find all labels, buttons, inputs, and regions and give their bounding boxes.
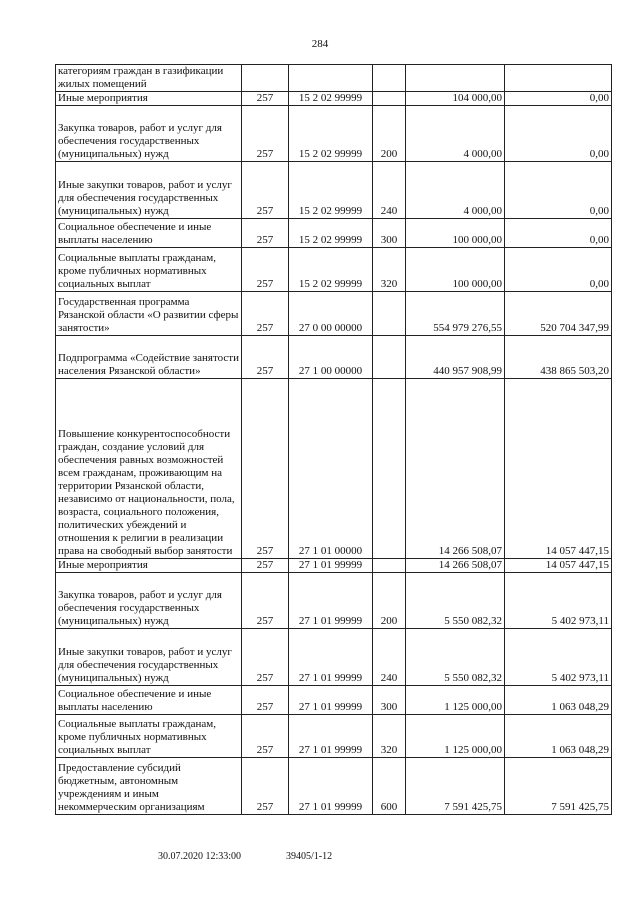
row-sum-2: 0,00 (505, 248, 612, 292)
row-sum-2: 5 402 973,11 (505, 629, 612, 686)
table-row (56, 292, 612, 336)
table-row (56, 379, 612, 559)
table-row (56, 162, 612, 219)
row-vr (373, 92, 406, 106)
row-ved: 257 (242, 219, 289, 248)
row-csr: 15 2 02 99999 (289, 106, 373, 162)
table-row (56, 219, 612, 248)
row-name: Социальное обеспечение и иные выплаты населению (56, 219, 242, 248)
table-row (56, 336, 612, 379)
row-name: Государственная программа Рязанской области «О развитии сферы занятости» (56, 292, 242, 336)
row-csr: 27 1 01 00000 (289, 379, 373, 559)
row-sum-2: 7 591 425,75 (505, 758, 612, 815)
row-vr: 200 (373, 106, 406, 162)
row-vr: 240 (373, 162, 406, 219)
row-csr: 27 1 01 99999 (289, 629, 373, 686)
row-vr: 240 (373, 629, 406, 686)
row-ved: 257 (242, 573, 289, 629)
row-name: Социальные выплаты гражданам, кроме публичных нормативных социальных выплат (56, 715, 242, 758)
row-vr: 200 (373, 573, 406, 629)
table-row (56, 573, 612, 629)
row-csr: 27 1 01 99999 (289, 559, 373, 573)
row-sum-2: 0,00 (505, 162, 612, 219)
row-ved: 257 (242, 162, 289, 219)
row-name: Повышение конкурентоспособности граждан, создание условий для обеспечения равных возможностей всем гражданам, проживающим на территории Рязанской области, независимо от национальности, пола, возраста, социального положения, политических убеждений и отношения к религии в реализации права на свободный выбор занятости (56, 379, 242, 559)
row-vr: 600 (373, 758, 406, 815)
row-ved: 257 (242, 92, 289, 106)
row-vr (373, 292, 406, 336)
row-name: категориям граждан в газификации жилых помещений (56, 65, 242, 92)
row-sum-2: 14 057 447,15 (505, 559, 612, 573)
row-csr: 27 0 00 00000 (289, 292, 373, 336)
row-sum-1: 1 125 000,00 (406, 686, 505, 715)
row-name: Социальное обеспечение и иные выплаты населению (56, 686, 242, 715)
row-ved: 257 (242, 292, 289, 336)
row-ved (242, 65, 289, 92)
row-vr: 300 (373, 219, 406, 248)
table-row (56, 758, 612, 815)
row-vr: 320 (373, 715, 406, 758)
row-vr (373, 336, 406, 379)
row-ved: 257 (242, 715, 289, 758)
table-row (56, 629, 612, 686)
row-name: Закупка товаров, работ и услуг для обеспечения государственных (муниципальных) нужд (56, 573, 242, 629)
row-sum-1 (406, 65, 505, 92)
row-name: Иные мероприятия (56, 92, 242, 106)
row-sum-1: 14 266 508,07 (406, 559, 505, 573)
row-sum-2: 0,00 (505, 92, 612, 106)
row-ved: 257 (242, 336, 289, 379)
row-name: Иные закупки товаров, работ и услуг для обеспечения государственных (муниципальных) нужд (56, 162, 242, 219)
row-csr: 27 1 01 99999 (289, 715, 373, 758)
table-row (56, 92, 612, 106)
row-name: Предоставление субсидий бюджетным, автономным учреждениям и иным некоммерческим организациям (56, 758, 242, 815)
row-csr: 27 1 01 99999 (289, 758, 373, 815)
row-vr: 320 (373, 248, 406, 292)
row-vr (373, 559, 406, 573)
row-csr: 15 2 02 99999 (289, 162, 373, 219)
row-ved: 257 (242, 758, 289, 815)
budget-table (55, 64, 612, 815)
row-sum-1: 100 000,00 (406, 248, 505, 292)
row-csr: 27 1 01 99999 (289, 573, 373, 629)
row-sum-2: 0,00 (505, 106, 612, 162)
row-sum-2: 520 704 347,99 (505, 292, 612, 336)
row-vr (373, 379, 406, 559)
table-row (56, 686, 612, 715)
table-row (56, 65, 612, 92)
row-name: Иные закупки товаров, работ и услуг для обеспечения государственных (муниципальных) нужд (56, 629, 242, 686)
row-vr (373, 65, 406, 92)
row-sum-2: 0,00 (505, 219, 612, 248)
row-sum-2: 1 063 048,29 (505, 715, 612, 758)
row-sum-1: 7 591 425,75 (406, 758, 505, 815)
row-csr: 27 1 01 99999 (289, 686, 373, 715)
row-sum-1: 4 000,00 (406, 162, 505, 219)
row-sum-1: 1 125 000,00 (406, 715, 505, 758)
row-sum-1: 554 979 276,55 (406, 292, 505, 336)
row-sum-2: 5 402 973,11 (505, 573, 612, 629)
row-vr: 300 (373, 686, 406, 715)
table-row (56, 715, 612, 758)
row-sum-1: 5 550 082,32 (406, 573, 505, 629)
row-sum-2: 1 063 048,29 (505, 686, 612, 715)
row-sum-2: 14 057 447,15 (505, 379, 612, 559)
row-sum-2 (505, 65, 612, 92)
row-csr: 15 2 02 99999 (289, 248, 373, 292)
row-sum-1: 5 550 082,32 (406, 629, 505, 686)
row-csr: 15 2 02 99999 (289, 92, 373, 106)
row-sum-1: 14 266 508,07 (406, 379, 505, 559)
row-ved: 257 (242, 559, 289, 573)
page-number: 284 (311, 38, 329, 50)
row-ved: 257 (242, 686, 289, 715)
footer-datetime: 30.07.2020 12:33:00 (158, 851, 242, 862)
row-name: Социальные выплаты гражданам, кроме публичных нормативных социальных выплат (56, 248, 242, 292)
row-sum-1: 104 000,00 (406, 92, 505, 106)
row-csr: 15 2 02 99999 (289, 219, 373, 248)
row-ved: 257 (242, 248, 289, 292)
row-name: Иные мероприятия (56, 559, 242, 573)
table-row (56, 248, 612, 292)
row-name: Подпрограмма «Содействие занятости населения Рязанской области» (56, 336, 242, 379)
row-sum-1: 100 000,00 (406, 219, 505, 248)
table-row (56, 559, 612, 573)
footer-doc-code: 39405/1-12 (286, 851, 333, 862)
row-ved: 257 (242, 629, 289, 686)
table-row (56, 106, 612, 162)
row-csr (289, 65, 373, 92)
row-sum-1: 440 957 908,99 (406, 336, 505, 379)
row-csr: 27 1 00 00000 (289, 336, 373, 379)
row-ved: 257 (242, 106, 289, 162)
row-name: Закупка товаров, работ и услуг для обеспечения государственных (муниципальных) нужд (56, 106, 242, 162)
row-sum-1: 4 000,00 (406, 106, 505, 162)
row-ved: 257 (242, 379, 289, 559)
row-sum-2: 438 865 503,20 (505, 336, 612, 379)
